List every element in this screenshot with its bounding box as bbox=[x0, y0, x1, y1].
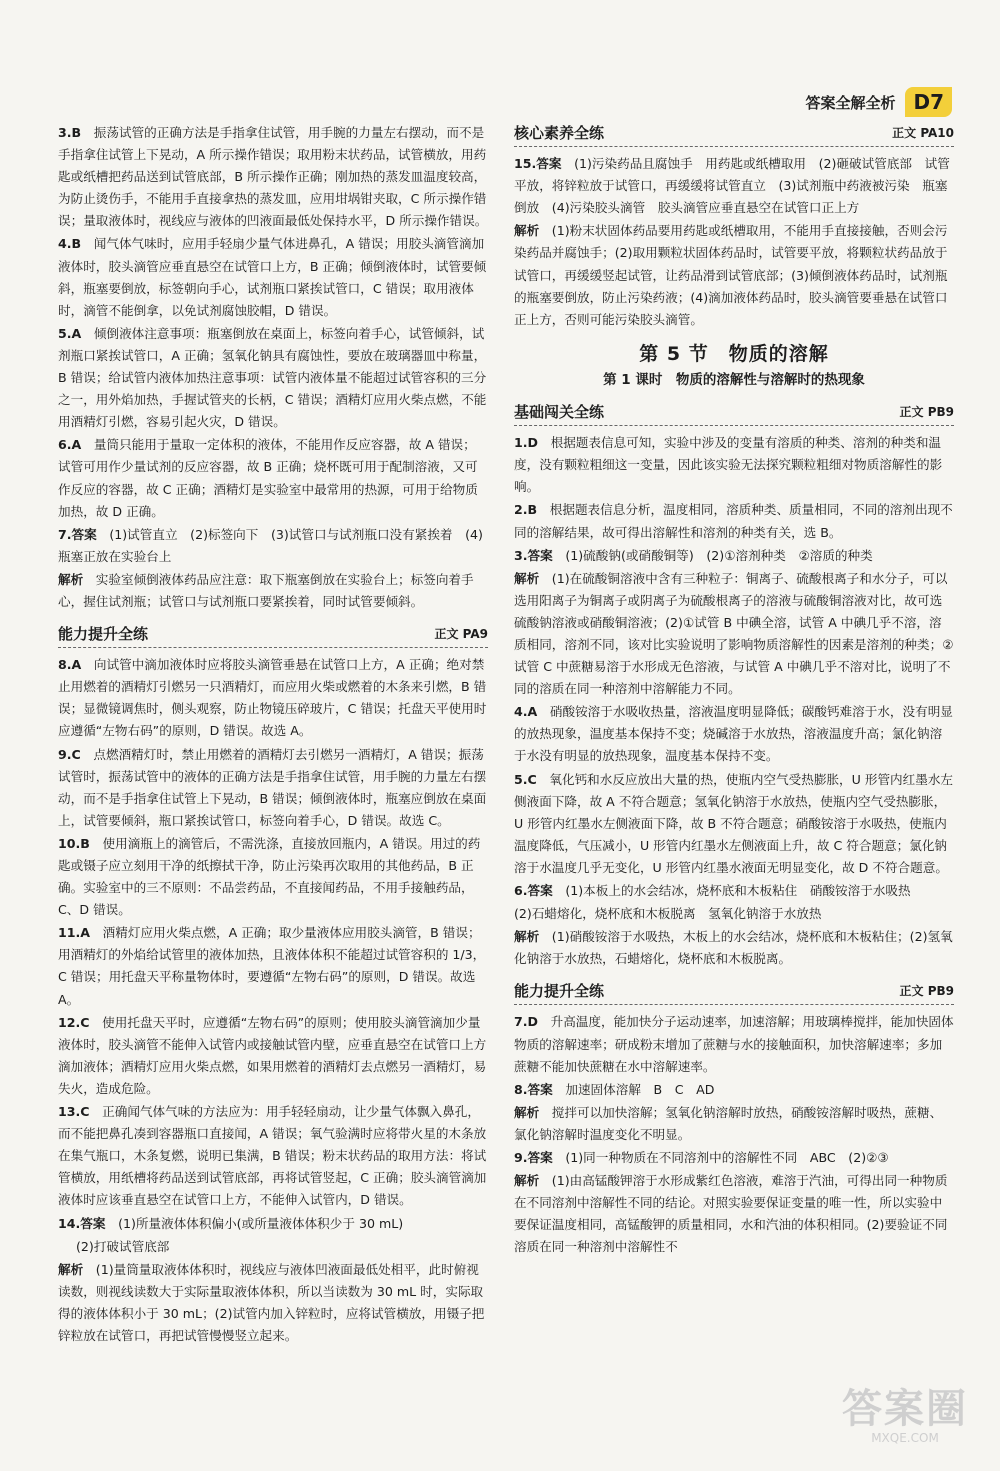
answer-text: 升高温度，能加快分子运动速率，加速溶解；用玻璃棒搅拌，能加快固体物质的溶解速率；研成粉末增加了蔗糖与水的接触面积，加快溶解速率；多加蔗糖不能加快蔗糖在水中溶解速率。 bbox=[514, 1014, 954, 1074]
lesson-subtitle: 第 1 课时 物质的溶解性与溶解时的热现象 bbox=[603, 371, 865, 388]
analysis-label: 解析 bbox=[58, 1261, 84, 1277]
answer-id: 9.C bbox=[58, 746, 81, 762]
answer-text: 量筒只能用于量取一定体积的液体，不能用作反应容器，故 A 错误；试管可用作少量试剂的反应容器，故 B 正确；烧杯既可用于配制溶液，又可作反应的容器，故 C 正确；酒精灯是实验室中最常用的热源，可用于给物质加热，故 D 正确。 bbox=[58, 437, 478, 519]
watermark-logo bbox=[830, 1387, 980, 1457]
answer-id: 4.A bbox=[514, 704, 538, 720]
answer-id: 13.C bbox=[58, 1104, 90, 1120]
section-heading bbox=[514, 401, 954, 426]
analysis-label: 解析 bbox=[514, 929, 540, 945]
header-title: 答案全解全析 bbox=[805, 93, 896, 112]
section-title: 核心素养全练 bbox=[514, 122, 610, 144]
answer-4r bbox=[514, 701, 954, 767]
answer-id: 7.答案 bbox=[58, 526, 97, 542]
answer-3r bbox=[514, 545, 954, 567]
analysis-text: 实验室倾倒液体药品应注意：取下瓶塞倒放在实验台上；标签向着手心，握住试剂瓶；试管口与试剂瓶口要紧挨着，同时试管要倾斜。 bbox=[58, 571, 474, 609]
answer-8r bbox=[514, 1079, 954, 1101]
answer-id: 3.B bbox=[58, 125, 82, 140]
answer-id: 9.答案 bbox=[514, 1150, 553, 1166]
answer-id: 5.C bbox=[514, 771, 537, 787]
answer-8 bbox=[58, 654, 488, 742]
answer-2 bbox=[514, 499, 954, 543]
answer-id: 1.D bbox=[514, 435, 539, 451]
answer-id: 2.B bbox=[514, 502, 538, 518]
analysis-label: 解析 bbox=[514, 223, 540, 239]
analysis-text: (1)量筒量取液体体积时，视线应与液体凹液面最低处相平，此时俯视读数，则视线读数大于实际量取液体体积，所以当读数为 30 mL 时，实际取得的液体体积小于 30 mL；(2)试管内加入锌粒时，应将试管横放，用镊子把锌粒放在试管口，再把试管慢慢竖立起来。 bbox=[58, 1261, 485, 1343]
answer-text: 正确闻气体气味的方法应为：用手轻轻扇动，让少量气体飘入鼻孔，而不能把鼻孔凑到容器瓶口直接闻，A 错误；氧气验满时应将带火星的木条放在集气瓶口，木条复燃，说明已集满，B 错误；粉末状药品的取用方法：将试管横放，用纸槽将药品送到试管底部，再将试管竖起，C 正确；胶头滴管滴加液体时应该垂直悬空在试管口上方，不能伸入试管内，D 错误。 bbox=[58, 1104, 487, 1208]
answer-text: (2)石蜡熔化，烧杯底和木板脱离 氢氧化钠溶于水放热 bbox=[514, 906, 822, 922]
answer-15 bbox=[514, 153, 954, 219]
analysis-label: 解析 bbox=[514, 1104, 540, 1120]
left-column bbox=[58, 122, 488, 1348]
section-heading bbox=[58, 623, 488, 648]
analysis-text: (1)由高锰酸钾溶于水形成紫红色溶液，难溶于汽油，可得出同一种物质在不同溶剂中溶解性不同的结论。对照实验要保证变量的唯一性，所以实验中要保证温度相同，高锰酸钾的质量相同，水和汽油的体积相同。(2)要验证不同溶质在同一种溶剂中溶解性不 bbox=[514, 1173, 948, 1255]
page-number-badge: D7 bbox=[905, 87, 952, 117]
answer-id: 3.答案 bbox=[514, 547, 553, 563]
analysis-label: 解析 bbox=[514, 570, 540, 586]
answer-text: 氧化钙和水反应放出大量的热，使瓶内空气受热膨胀，U 形管内红墨水左侧液面下降，故 A 不符合题意；氢氧化钠溶于水放热，使瓶内空气受热膨胀，U 形管内红墨水左侧液面下降，故 B 不符合题意；硝酸铵溶于水吸热，使瓶内温度降低，气压减小，U 形管内红墨水左侧液面上升，故 C 符合题意；氯化钠溶于水温度几乎无变化，U 形管内红墨水液面无明显变化，故 D 不符合题意。 bbox=[514, 771, 954, 875]
watermark-url: MXQE.COM bbox=[871, 1431, 939, 1445]
answer-text: 向试管中滴加液体时应将胶头滴管垂悬在试管口上方，A 正确；绝对禁止用燃着的酒精灯引燃另一只酒精灯，而应用火柴或燃着的木条来引燃，B 错误；显微镜调焦时，侧头观察，防止物镜压碎玻片，C 错误；托盘天平使用时应遵循“左物右码”的原则，D 错误。故选 A。 bbox=[58, 657, 487, 739]
answer-5r bbox=[514, 769, 954, 879]
section-title: 能力提升全练 bbox=[514, 980, 610, 1002]
lesson-title: 第 5 节 物质的溶解 bbox=[639, 342, 829, 365]
answer-text: 加速固体溶解 B C AD bbox=[565, 1081, 715, 1097]
analysis-14 bbox=[58, 1259, 488, 1347]
answer-6r bbox=[514, 880, 954, 902]
answer-9 bbox=[58, 744, 488, 832]
answer-text: 使用托盘天平时，应遵循“左物右码”的原则；使用胶头滴管滴加少量液体时，胶头滴管不能伸入试管内或接触试管内壁，应垂直悬空在试管口上方滴加液体；酒精灯应用火柴点燃，如果用燃着的酒精灯去点燃另一酒精灯，易失火，造成危险。 bbox=[58, 1014, 487, 1096]
analysis-text: (1)在硫酸铜溶液中含有三种粒子：铜离子、硫酸根离子和水分子，可以选用阳离子为铜离子或阴离子为硫酸根离子的溶液与硫酸铜溶液对比，故可选硫酸钠溶液或硝酸铜溶液；(2)①试管 B 中碘全溶，试管 A 中碘几乎不溶，溶质相同，溶剂不同，该对比实验说明了影响物质溶解性的因素是溶剂的种类；②试管 C 中蔗糖易溶于水形成无色溶液，与试管 A 中碘几乎不溶对比，说明了不同的溶质在同一种溶剂中溶解能力不同。 bbox=[514, 570, 954, 697]
section-heading bbox=[514, 980, 954, 1005]
answer-3 bbox=[58, 122, 488, 232]
answer-6 bbox=[58, 434, 488, 522]
answer-text: 根据题表信息分析，温度相同，溶质种类、质量相同，不同的溶剂出现不同的溶解结果，故可得出溶解性和溶剂的种类有关，选 B。 bbox=[514, 502, 953, 540]
analysis-9r bbox=[514, 1170, 954, 1258]
answer-text: 硝酸铵溶于水吸收热量，溶液温度明显降低；碳酸钙难溶于水，没有明显的放热现象，温度基本保持不变；烧碱溶于水放热，溶液温度升高；氯化钠溶于水没有明显的放热现象，温度基本保持不变。 bbox=[514, 704, 953, 764]
answer-text: (1)硫酸钠(或硝酸铜等) (2)①溶剂种类 ②溶质的种类 bbox=[565, 547, 873, 563]
section-ref: 正文 PB9 bbox=[894, 401, 954, 423]
answer-id: 15.答案 bbox=[514, 156, 562, 172]
answer-id: 10.B bbox=[58, 835, 90, 851]
answer-id: 12.C bbox=[58, 1014, 90, 1030]
answer-text: (1)同一种物质在不同溶剂中的溶解性不同 ABC (2)②③ bbox=[565, 1150, 889, 1166]
answer-text: 根据题表信息可知，实验中涉及的变量有溶质的种类、溶剂的种类和温度，没有颗粒粗细这一变量，因此该实验无法探究颗粒粗细对物质溶解性的影响。 bbox=[514, 435, 943, 495]
analysis-15 bbox=[514, 220, 954, 330]
analysis-6r bbox=[514, 926, 954, 970]
answer-text: (2)打破试管底部 bbox=[76, 1238, 170, 1254]
watermark-text: 答案圈 bbox=[842, 1386, 968, 1432]
section-title: 能力提升全练 bbox=[58, 623, 154, 645]
section-ref: 正文 PB9 bbox=[894, 980, 954, 1002]
answer-text: 酒精灯应用火柴点燃，A 正确；取少量液体应用胶头滴管，B 错误；用酒精灯的外焰给试管里的液体加热，且液体体积不能超过试管容积的 1/3，C 错误；用托盘天平称量物体时，要遵循“左物右码”的原则，D 错误。故选 A。 bbox=[58, 925, 486, 1007]
analysis-label: 解析 bbox=[58, 571, 84, 587]
analysis-text: 搅拌可以加快溶解；氢氧化钠溶解时放热，硝酸铵溶解时吸热，蔗糖、氯化钠溶解时温度变化不明显。 bbox=[514, 1104, 943, 1142]
page-header bbox=[805, 86, 952, 118]
answer-id: 8.A bbox=[58, 657, 82, 673]
answer-7 bbox=[58, 524, 488, 568]
answer-13 bbox=[58, 1101, 488, 1211]
answer-text: (1)所量液体体积偏小(或所量液体体积少于 30 mL) bbox=[118, 1215, 404, 1231]
section-title: 基础闯关全练 bbox=[514, 401, 610, 423]
answer-text: (1)污染药品且腐蚀手 用药匙或纸槽取用 (2)砸破试管底部 试管平放，将锌粒放于试管口，再缓缓将试管直立 (3)试剂瓶中药液被污染 瓶塞倒放 (4)污染胶头滴管 胶头滴管应垂直悬空在试管口正上方 bbox=[514, 156, 950, 216]
analysis-text: (1)粉末状固体药品要用药匙或纸槽取用，不能用手直接接触，否则会污染药品并腐蚀手；(2)取用颗粒状固体药品时，试管要平放，将颗粒状药品放于试管口，再缓缓竖起试管，让药品滑到试管底部；(3)倾倒液体药品时，试剂瓶的瓶塞要倒放，防止污染药液；(4)滴加液体药品时，胶头滴管要垂悬在试管口正上方，否则可能污染胶头滴管。 bbox=[514, 223, 948, 327]
answer-text: (1)本板上的水会结冰，烧杯底和木板粘住 硝酸铵溶于水吸热 bbox=[565, 883, 911, 898]
answer-5 bbox=[58, 323, 488, 433]
answer-id: 8.答案 bbox=[514, 1081, 553, 1097]
answer-9r bbox=[514, 1147, 954, 1169]
answer-id: 7.D bbox=[514, 1014, 539, 1030]
section-heading bbox=[514, 122, 954, 147]
answer-text: 使用滴瓶上的滴管后，不需洗涤，直接放回瓶内，A 错误。用过的药匙或镊子应立刻用干净的纸擦拭干净，防止污染再次取用的其他药品，B 正确。实验室中的三不原则：不品尝药品，不直接闻药品，不用手接触药品，C、D 错误。 bbox=[58, 835, 481, 918]
section-ref: 正文 PA9 bbox=[428, 623, 488, 645]
analysis-7 bbox=[58, 569, 488, 613]
answer-text: 点燃酒精灯时，禁止用燃着的酒精灯去引燃另一酒精灯，A 错误；振荡试管时，振荡试管中的液体的正确方法是手指拿住试管，用手腕的力量左右摆动，而不是手指拿住试管上下晃动，B 错误；倾倒液体时，瓶塞应倒放在桌面上，试管要倾斜，瓶口紧挨试管口，标签向着手心，D 错误。故选 C。 bbox=[58, 746, 487, 828]
answer-text: 振荡试管的正确方法是手指拿住试管，用手腕的力量左右摆动，而不是手指拿住试管上下晃动，A 所示操作错误；取用粉末状药品，试管横放，用药匙或纸槽把药品送到试管底部，B 所示操作正确；刚加热的蒸发皿温度较高，为防止烫伤手，不能用手直接拿热的蒸发皿，应用坩埚钳夹取，C 所示操作错误；量取液体时，视线应与液体的凹液面最低处保持水平，D 所示操作错误。 bbox=[58, 125, 488, 229]
answer-7r bbox=[514, 1011, 954, 1077]
right-column bbox=[514, 122, 954, 1260]
answer-id: 14.答案 bbox=[58, 1215, 106, 1231]
answer-id: 11.A bbox=[58, 925, 91, 941]
analysis-text: (1)硝酸铵溶于水吸热，木板上的水会结冰，烧杯底和木板粘住；(2)氢氧化钠溶于水放热，石蜡熔化，烧杯底和木板脱离。 bbox=[514, 929, 953, 967]
answer-14 bbox=[58, 1213, 488, 1235]
answer-11 bbox=[58, 922, 488, 1010]
answer-4 bbox=[58, 233, 488, 321]
answer-6r-part2 bbox=[514, 903, 954, 925]
answer-id: 6.A bbox=[58, 437, 82, 453]
answer-text: 倾倒液体注意事项：瓶塞倒放在桌面上，标签向着手心，试管倾斜，试剂瓶口紧挨试管口，A 正确；氢氧化钠具有腐蚀性，要放在玻璃器皿中称量，B 错误；给试管内液体加热注意事项：试管内液体量不能超过试管容积的三分之一，用外焰加热，手握试管夹的长柄，C 错误；酒精灯应用火柴点燃，不能用酒精灯引燃，容易引起火灾，D 错误。 bbox=[58, 325, 487, 430]
section-ref: 正文 PA10 bbox=[886, 122, 954, 144]
answer-id: 6.答案 bbox=[514, 883, 553, 898]
answer-10 bbox=[58, 833, 488, 921]
answer-1 bbox=[514, 432, 954, 498]
answer-id: 5.A bbox=[58, 325, 82, 341]
answer-text: (1)试管直立 (2)标签向下 (3)试管口与试剂瓶口没有紧挨着 (4)瓶塞正放在实验台上 bbox=[58, 526, 483, 564]
analysis-8r bbox=[514, 1102, 954, 1146]
answer-12 bbox=[58, 1012, 488, 1100]
answer-id: 4.B bbox=[58, 236, 82, 252]
analysis-3r bbox=[514, 568, 954, 701]
answer-text: 闻气体气味时，应用手轻扇少量气体进鼻孔，A 错误；用胶头滴管滴加液体时，胶头滴管应垂直悬空在试管口上方，B 正确；倾倒液体时，试管要倾斜，瓶塞要倒放，标签朝向手心，试剂瓶口紧挨试管口，C 错误；取用液体时，滴管不能倒拿，以免试剂腐蚀胶帽，D 错误。 bbox=[58, 236, 487, 318]
analysis-label: 解析 bbox=[514, 1173, 540, 1189]
answer-14-part2 bbox=[58, 1236, 488, 1258]
